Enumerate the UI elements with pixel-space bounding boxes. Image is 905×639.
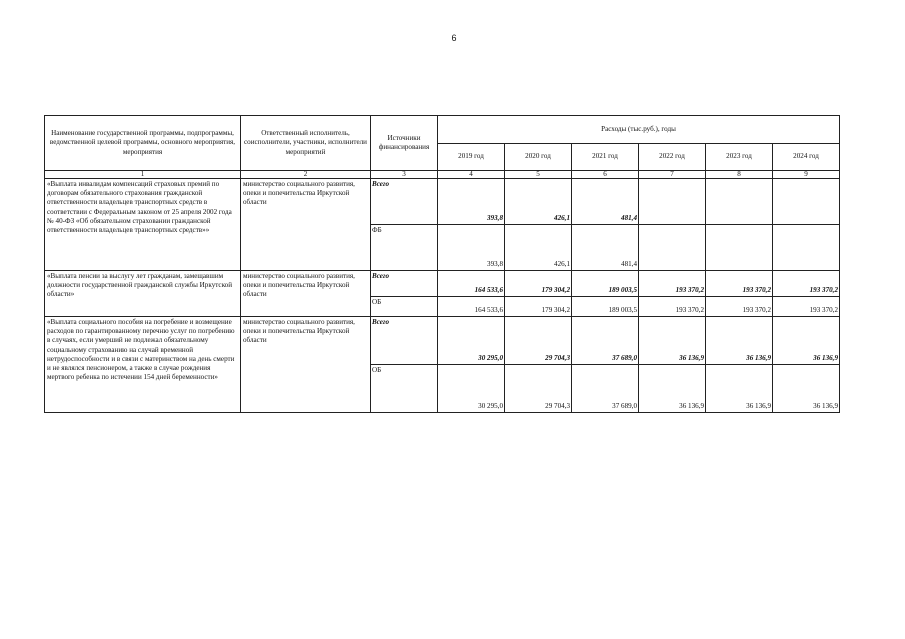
total-value-cell: 393,8 [438, 179, 505, 225]
total-value-cell: 193 370,2 [639, 271, 706, 297]
source-total-cell: Всего [371, 317, 438, 365]
total-value-cell: 36 136,9 [773, 317, 840, 365]
total-value-cell: 30 295,0 [438, 317, 505, 365]
budget-value-cell: 393,8 [438, 225, 505, 271]
program-name-cell: «Выплата инвалидам компенсаций страховых премий по договорам обязательного страхования гражданской ответственности владельцев транспортных средств в соответствии с Федеральным законом от 25 апреля 2002 года № 40-ФЗ «Об обязательном страховании гражданской ответственности владельцев транспортных средств»» [45, 179, 241, 271]
source-budget-cell: ОБ [371, 365, 438, 413]
header-year: 2022 год [639, 144, 706, 171]
budget-value-cell: 37 689,0 [572, 365, 639, 413]
executor-cell: министерство социального развития, опеки и попечительства Иркутской области [241, 271, 371, 317]
header-year: 2024 год [773, 144, 840, 171]
source-budget-cell: ОБ [371, 297, 438, 317]
total-value-cell: 179 304,2 [505, 271, 572, 297]
header-year: 2019 год [438, 144, 505, 171]
total-value-cell [639, 179, 706, 225]
column-number: 6 [572, 171, 639, 179]
total-value-cell [706, 179, 773, 225]
total-value-cell: 426,1 [505, 179, 572, 225]
budget-value-cell: 179 304,2 [505, 297, 572, 317]
budget-value-cell: 36 136,9 [706, 365, 773, 413]
total-value-cell: 37 689,0 [572, 317, 639, 365]
budget-value-cell: 30 295,0 [438, 365, 505, 413]
column-number: 8 [706, 171, 773, 179]
source-total-cell: Всего [371, 271, 438, 297]
header-year: 2023 год [706, 144, 773, 171]
budget-value-cell [773, 225, 840, 271]
budget-value-cell: 193 370,2 [706, 297, 773, 317]
budget-value-cell: 164 533,6 [438, 297, 505, 317]
column-number: 7 [639, 171, 706, 179]
budget-value-cell [639, 225, 706, 271]
column-number: 2 [241, 171, 371, 179]
total-value-cell: 164 533,6 [438, 271, 505, 297]
budget-value-cell: 189 003,5 [572, 297, 639, 317]
total-value-cell: 193 370,2 [706, 271, 773, 297]
total-value-cell: 29 704,3 [505, 317, 572, 365]
page-number: 6 [451, 33, 457, 43]
budget-value-cell: 29 704,3 [505, 365, 572, 413]
executor-cell: министерство социального развития, опеки и попечительства Иркутской области [241, 317, 371, 413]
total-value-cell: 193 370,2 [773, 271, 840, 297]
budget-value-cell: 36 136,9 [773, 365, 840, 413]
source-total-cell: Всего [371, 179, 438, 225]
program-name-cell: «Выплата пенсии за выслугу лет гражданам, замещавшим должности государственной гражданской службы Иркутской области» [45, 271, 241, 317]
budget-value-cell: 193 370,2 [773, 297, 840, 317]
header-year: 2020 год [505, 144, 572, 171]
column-number: 9 [773, 171, 840, 179]
header-year: 2021 год [572, 144, 639, 171]
column-number: 3 [371, 171, 438, 179]
budget-value-cell: 426,1 [505, 225, 572, 271]
table-row [45, 179, 840, 225]
total-value-cell: 189 003,5 [572, 271, 639, 297]
total-value-cell: 481,4 [572, 179, 639, 225]
table-row [45, 271, 840, 297]
column-number: 5 [505, 171, 572, 179]
column-number: 1 [45, 171, 241, 179]
budget-value-cell [706, 225, 773, 271]
header-financing-source: Источники финансирования [371, 116, 438, 171]
program-name-cell: «Выплата социального пособия на погребение и возмещение расходов по гарантированному перечню услуг по погребению в случаях, если умерший не подлежал обязательному социальному страхованию на случай временной нетрудоспособности и в связи с материнством на день смерти и не являлся пенсионером, а также в случае рождения мертвого ребенка по истечении 154 дней беременности» [45, 317, 241, 413]
header-executor: Ответственный исполнитель, соисполнители, участники, исполнители мероприятий [241, 116, 371, 171]
header-program-name: Наименование государственной программы, подпрограммы, ведомственной целевой программы, основного мероприятия, мероприятия [45, 116, 241, 171]
column-number: 4 [438, 171, 505, 179]
executor-cell: министерство социального развития, опеки и попечительства Иркутской области [241, 179, 371, 271]
budget-value-cell: 193 370,2 [639, 297, 706, 317]
total-value-cell [773, 179, 840, 225]
budget-value-cell: 481,4 [572, 225, 639, 271]
table-row [45, 317, 840, 365]
header-expenses: Расходы (тыс.руб.), годы [438, 116, 840, 144]
source-budget-cell: ФБ [371, 225, 438, 271]
budget-value-cell: 36 136,9 [639, 365, 706, 413]
expenses-table [44, 115, 840, 413]
total-value-cell: 36 136,9 [639, 317, 706, 365]
total-value-cell: 36 136,9 [706, 317, 773, 365]
